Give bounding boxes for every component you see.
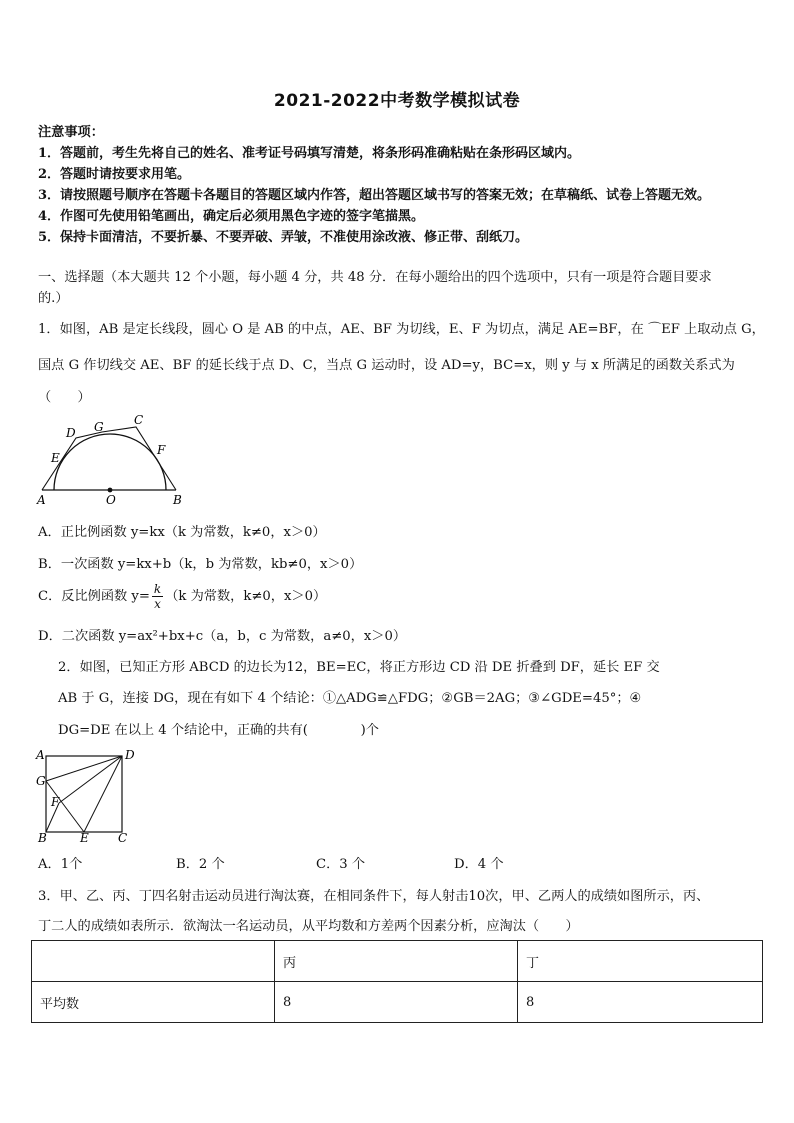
q2-line-dg	[46, 756, 122, 781]
q2-square	[46, 756, 122, 832]
notice-item-4: 4．作图可先使用铅笔画出，确定后必须用黑色字迹的签字笔描黑。	[38, 209, 425, 224]
q1-option-d: D．二次函数 y=ax²+bx+c（a，b，c 为常数，a≠0，x＞0）	[38, 629, 407, 644]
table-cell: 平均数	[32, 982, 275, 1023]
table-cell: 8	[518, 982, 763, 1023]
q1-option-b: B．一次函数 y=kx+b（k，b 为常数，kb≠0，x＞0）	[38, 557, 363, 572]
notice-item-3: 3．请按照题号顺序在答题卡各题目的答题区域内作答，超出答题区域书写的答案无效；在草稿纸、试卷上答题无效。	[38, 188, 711, 203]
q2-line-de	[84, 756, 122, 832]
q3-stem-2: 丁二人的成绩如表所示．欲淘汰一名运动员，从平均数和方差两个因素分析，应淘汰（ ）	[38, 919, 579, 934]
q3-stem-1: 3．甲、乙、丙、丁四名射击运动员进行淘汰赛，在相同条件下，每人射击10次，甲、乙两人的成绩如图所示，丙、	[38, 889, 710, 904]
notice-item-1: 1．答题前，考生先将自己的姓名、准考证号码填写清楚，将条形码准确粘贴在条形码区域内。	[38, 146, 581, 161]
q1-tangent-lines	[42, 427, 176, 490]
q1-option-a: A．正比例函数 y=kx（k 为常数，k≠0，x＞0）	[38, 525, 326, 540]
q2-label-d: D	[125, 748, 135, 762]
q2-option-b: B．2 个	[176, 857, 225, 872]
table-cell: 8	[275, 982, 518, 1023]
q1-center-dot	[108, 488, 113, 493]
q2-stem-3: DG=DE 在以上 4 个结论中，正确的共有( )个	[58, 723, 379, 738]
q1-figure	[36, 410, 186, 506]
table-row	[32, 982, 763, 1023]
q1-label-c: C	[134, 413, 144, 427]
q2-label-a: A	[36, 748, 45, 762]
q2-label-c: C	[118, 831, 128, 844]
q3-score-table	[31, 940, 763, 1023]
notice-item-5: 5．保持卡面清洁，不要折暴、不要弄破、弄皱，不准使用涂改液、修正带、刮纸刀。	[38, 230, 529, 245]
q2-option-d: D．4 个	[454, 857, 504, 872]
q1-stem-1: 1．如图，AB 是定长线段，圆心 O 是 AB 的中点，AE、BF 为切线，E、F 为切点，满足 AE=BF，在 ⌒EF 上取动点 G，	[38, 322, 765, 337]
q1-label-a: A	[37, 493, 46, 506]
q1-label-d: D	[66, 426, 76, 440]
q1-stem-2: 国点 G 作切线交 AE、BF 的延长线于点 D、C，当点 G 运动时，设 AD=y，BC=x，则 y 与 x 所满足的函数关系式为	[38, 358, 735, 373]
q1-option-c	[38, 582, 326, 611]
q2-label-g: G	[36, 774, 46, 788]
q2-stem-2: AB 于 G，连接 DG，现在有如下 4 个结论：①△ADG≌△FDG；②GB＝2AG；③∠GDE=45°；④	[58, 691, 642, 706]
q2-figure	[34, 746, 138, 844]
q1-option-c-denominator: x	[154, 597, 161, 611]
q1-label-o: O	[106, 493, 116, 506]
q2-label-f: F	[51, 795, 60, 809]
section1-heading-cont: 的.）	[38, 291, 69, 306]
q2-option-a: A．1个	[38, 857, 83, 872]
table-header-row	[32, 941, 763, 982]
q2-option-c: C．3 个	[316, 857, 366, 872]
table-header-cell: 丙	[275, 941, 518, 982]
q1-option-c-prefix: C．反比例函数 y=	[38, 589, 150, 604]
q1-semicircle	[54, 434, 166, 490]
q1-label-f: F	[157, 443, 166, 457]
table-header-cell: 丁	[518, 941, 763, 982]
q2-label-e: E	[80, 831, 89, 844]
q2-line-df	[59, 756, 122, 803]
table-header-cell	[32, 941, 275, 982]
q1-option-c-suffix: （k 为常数，k≠0，x＞0）	[165, 589, 327, 604]
q1-option-c-fraction	[152, 582, 163, 611]
notice-item-2: 2．答题时请按要求用笔。	[38, 167, 191, 182]
q1-label-e: E	[51, 451, 60, 465]
q1-label-g: G	[94, 420, 104, 434]
q1-option-c-numerator: k	[153, 582, 162, 596]
q1-label-b: B	[173, 493, 182, 506]
notice-heading: 注意事项：	[38, 125, 104, 140]
page-title: 2021-2022中考数学模拟试卷	[273, 91, 521, 111]
q2-label-b: B	[38, 831, 47, 844]
section1-heading: 一、选择题（本大题共 12 个小题，每小题 4 分，共 48 分．在每小题给出的四个选项中，只有一项是符合题目要求	[38, 270, 712, 285]
q2-stem-1: 2．如图，已知正方形 ABCD 的边长为12，BE=EC，将正方形边 CD 沿 DE 折叠到 DF，延长 EF 交	[58, 660, 660, 675]
q1-stem-3: （ ）	[38, 390, 91, 405]
